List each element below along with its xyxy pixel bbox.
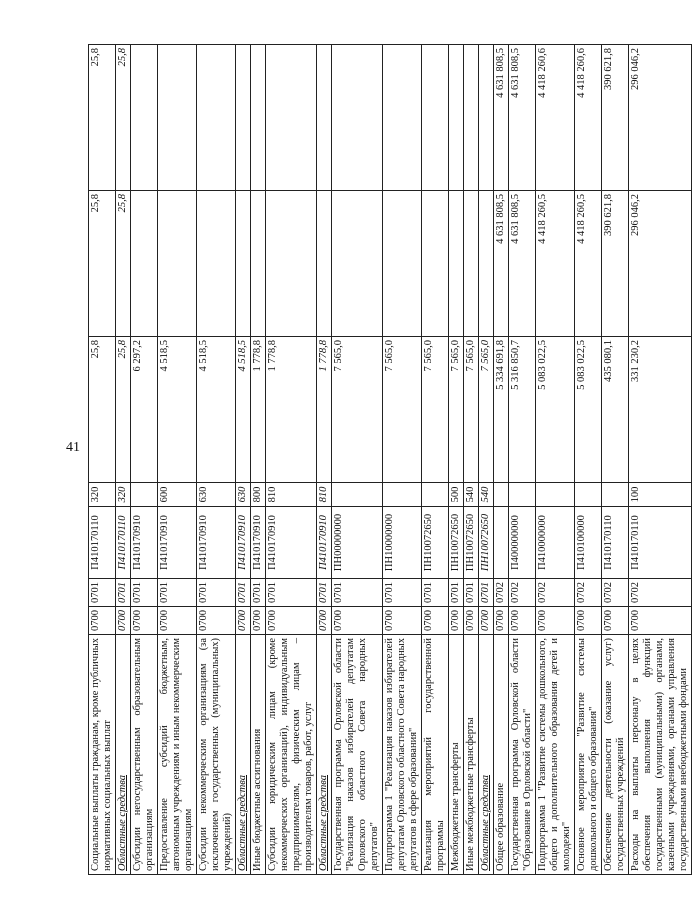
subsection-code-cell: 0701 — [89, 579, 116, 607]
subsection-code-cell: 0701 — [317, 579, 332, 607]
amount-year3-cell — [197, 45, 236, 191]
amount-year1-cell: 7 565,0 — [383, 337, 422, 483]
budget-table — [88, 44, 692, 875]
amount-year1-cell: 4 518,5 — [158, 337, 197, 483]
row-name-cell: Межбюджетные трансферты — [449, 635, 464, 875]
amount-year3-cell: 25,8 — [116, 45, 131, 191]
target-article-cell: П410170110 — [602, 507, 629, 579]
amount-year1-cell: 7 565,0 — [479, 337, 494, 483]
section-code-cell: 0700 — [236, 607, 251, 635]
expense-type-cell: 540 — [464, 483, 479, 507]
amount-year3-cell — [317, 45, 332, 191]
subsection-code-cell: 0701 — [116, 579, 131, 607]
expense-type-cell: 630 — [236, 483, 251, 507]
target-article-cell: ПН00000000 — [332, 507, 383, 579]
amount-year1-cell: 4 518,5 — [197, 337, 236, 483]
page-number: 41 — [66, 440, 80, 455]
amount-year2-cell — [317, 191, 332, 337]
amount-year3-cell — [251, 45, 266, 191]
amount-year1-cell: 5 083 022,5 — [536, 337, 575, 483]
row-name-cell: Общее образование — [494, 635, 509, 875]
expense-type-cell — [422, 483, 449, 507]
table-row — [131, 45, 158, 875]
subsection-code-cell: 0701 — [422, 579, 449, 607]
row-name-cell: Подпрограмма 1 "Развитие системы дошкольного, общего и дополнительного образования детей и молодежи" — [536, 635, 575, 875]
subsection-code-cell: 0701 — [332, 579, 383, 607]
amount-year3-cell: 296 046,2 — [629, 45, 692, 191]
amount-year1-cell: 1 778,8 — [251, 337, 266, 483]
section-code-cell: 0700 — [266, 607, 317, 635]
amount-year2-cell — [449, 191, 464, 337]
amount-year2-cell — [422, 191, 449, 337]
section-code-cell: 0700 — [158, 607, 197, 635]
amount-year2-cell: 25,8 — [89, 191, 116, 337]
table-row — [509, 45, 536, 875]
amount-year2-cell: 4 631 808,5 — [509, 191, 536, 337]
table-row — [317, 45, 332, 875]
target-article-cell: П410170110 — [116, 507, 131, 579]
row-name-cell: Иные межбюджетные трансферты — [464, 635, 479, 875]
expense-type-cell: 500 — [449, 483, 464, 507]
section-code-cell: 0700 — [116, 607, 131, 635]
table-row — [236, 45, 251, 875]
amount-year1-cell: 7 565,0 — [422, 337, 449, 483]
amount-year3-cell: 25,8 — [89, 45, 116, 191]
target-article-cell: П410170910 — [317, 507, 332, 579]
amount-year2-cell: 4 631 808,5 — [494, 191, 509, 337]
row-name-cell: Государственная программа Орловской области "Образование в Орловской области" — [509, 635, 536, 875]
target-article-cell: П410170910 — [251, 507, 266, 579]
table-row — [251, 45, 266, 875]
subsection-code-cell: 0702 — [509, 579, 536, 607]
subsection-code-cell: 0701 — [158, 579, 197, 607]
amount-year1-cell: 7 565,0 — [449, 337, 464, 483]
amount-year1-cell: 1 778,8 — [266, 337, 317, 483]
amount-year1-cell: 4 518,5 — [236, 337, 251, 483]
subsection-code-cell: 0702 — [602, 579, 629, 607]
expense-type-cell — [536, 483, 575, 507]
amount-year1-cell: 7 565,0 — [332, 337, 383, 483]
subsection-code-cell: 0701 — [383, 579, 422, 607]
amount-year3-cell — [332, 45, 383, 191]
expense-type-cell — [575, 483, 602, 507]
expense-type-cell: 600 — [158, 483, 197, 507]
table-row — [449, 45, 464, 875]
amount-year2-cell: 4 418 260,5 — [575, 191, 602, 337]
amount-year2-cell — [131, 191, 158, 337]
table-row — [332, 45, 383, 875]
table-row — [422, 45, 449, 875]
section-code-cell: 0700 — [449, 607, 464, 635]
row-name-cell: Предоставление субсидий бюджетным, автономным учреждениям и иным некоммерческим организациям — [158, 635, 197, 875]
target-article-cell — [494, 507, 509, 579]
row-name-cell: Основное мероприятие "Развитие системы дошкольного и общего образования" — [575, 635, 602, 875]
expense-type-cell — [509, 483, 536, 507]
table-row — [494, 45, 509, 875]
subsection-code-cell: 0702 — [629, 579, 692, 607]
table-row — [89, 45, 116, 875]
table-row — [575, 45, 602, 875]
row-name-cell: Субсидии негосударственным образовательным организациям — [131, 635, 158, 875]
amount-year3-cell: 390 621,8 — [602, 45, 629, 191]
amount-year2-cell — [158, 191, 197, 337]
target-article-cell: ПН10072650 — [479, 507, 494, 579]
section-code-cell: 0700 — [575, 607, 602, 635]
section-code-cell: 0700 — [332, 607, 383, 635]
expense-type-cell: 320 — [116, 483, 131, 507]
expense-type-cell: 630 — [197, 483, 236, 507]
table-row — [266, 45, 317, 875]
row-name-cell: Субсидии юридическим лицам (кроме некоммерческих организаций), индивидуальным предпринимателям, физическим лицам – производителям товаров, работ, услуг — [266, 635, 317, 875]
amount-year2-cell: 25,8 — [116, 191, 131, 337]
target-article-cell: ПН10072650 — [449, 507, 464, 579]
subsection-code-cell: 0702 — [494, 579, 509, 607]
target-article-cell: П410000000 — [536, 507, 575, 579]
row-name-cell: Обеспечение деятельности (оказание услуг) государственных учреждений — [602, 635, 629, 875]
table-row — [536, 45, 575, 875]
table-row — [383, 45, 422, 875]
target-article-cell: ПН10072650 — [422, 507, 449, 579]
expense-type-cell — [332, 483, 383, 507]
row-name-cell: Областные средства — [317, 635, 332, 875]
amount-year2-cell — [266, 191, 317, 337]
row-name-cell: Расходы на выплаты персоналу в целях обеспечения выполнения функций государственными (муниципальными) органами, казенными учреждениями, органами управления государственными внебюджетными фондами — [629, 635, 692, 875]
amount-year2-cell — [332, 191, 383, 337]
target-article-cell: П410170910 — [197, 507, 236, 579]
section-code-cell: 0700 — [509, 607, 536, 635]
expense-type-cell: 810 — [266, 483, 317, 507]
amount-year3-cell: 4 631 808,5 — [494, 45, 509, 191]
row-name-cell: Социальные выплаты гражданам, кроме публичных нормативных социальных выплат — [89, 635, 116, 875]
amount-year2-cell — [251, 191, 266, 337]
target-article-cell: П400000000 — [509, 507, 536, 579]
amount-year2-cell — [464, 191, 479, 337]
expense-type-cell: 810 — [317, 483, 332, 507]
row-name-cell: Субсидии некоммерческим организациям (за исключением государственных (муниципальных) учреждений) — [197, 635, 236, 875]
amount-year3-cell — [266, 45, 317, 191]
section-code-cell: 0700 — [317, 607, 332, 635]
amount-year2-cell: 4 418 260,5 — [536, 191, 575, 337]
subsection-code-cell: 0701 — [479, 579, 494, 607]
section-code-cell: 0700 — [422, 607, 449, 635]
target-article-cell: ПН10000000 — [383, 507, 422, 579]
expense-type-cell: 100 — [629, 483, 692, 507]
target-article-cell: П410170910 — [158, 507, 197, 579]
section-code-cell: 0700 — [536, 607, 575, 635]
subsection-code-cell: 0701 — [251, 579, 266, 607]
amount-year1-cell: 6 297,2 — [131, 337, 158, 483]
expense-type-cell — [494, 483, 509, 507]
row-name-cell: Подпрограмма 1 "Реализация наказов избирателей депутатам Орловского областного Совета народных депутатов в сфере образования" — [383, 635, 422, 875]
amount-year3-cell — [464, 45, 479, 191]
row-name-cell: Областные средства — [116, 635, 131, 875]
table-row — [602, 45, 629, 875]
section-code-cell: 0700 — [602, 607, 629, 635]
amount-year3-cell: 4 631 808,5 — [509, 45, 536, 191]
target-article-cell: П410170910 — [236, 507, 251, 579]
subsection-code-cell: 0702 — [575, 579, 602, 607]
subsection-code-cell: 0701 — [266, 579, 317, 607]
amount-year1-cell: 25,8 — [116, 337, 131, 483]
expense-type-cell: 800 — [251, 483, 266, 507]
amount-year3-cell: 4 418 260,6 — [536, 45, 575, 191]
amount-year1-cell: 25,8 — [89, 337, 116, 483]
amount-year3-cell — [422, 45, 449, 191]
amount-year3-cell — [236, 45, 251, 191]
table-row — [629, 45, 692, 875]
amount-year1-cell: 435 080,1 — [602, 337, 629, 483]
amount-year3-cell — [158, 45, 197, 191]
section-code-cell: 0700 — [197, 607, 236, 635]
table-row — [479, 45, 494, 875]
table-row — [197, 45, 236, 875]
amount-year2-cell — [479, 191, 494, 337]
section-code-cell: 0700 — [494, 607, 509, 635]
section-code-cell: 0700 — [383, 607, 422, 635]
row-name-cell: Иные бюджетные ассигнования — [251, 635, 266, 875]
rotated-content — [88, 45, 692, 875]
amount-year1-cell: 1 778,8 — [317, 337, 332, 483]
amount-year1-cell: 7 565,0 — [464, 337, 479, 483]
row-name-cell: Областные средства — [479, 635, 494, 875]
amount-year3-cell — [383, 45, 422, 191]
section-code-cell: 0700 — [131, 607, 158, 635]
row-name-cell: Областные средства — [236, 635, 251, 875]
amount-year3-cell — [479, 45, 494, 191]
amount-year2-cell — [197, 191, 236, 337]
subsection-code-cell: 0701 — [464, 579, 479, 607]
table-row — [158, 45, 197, 875]
amount-year3-cell: 4 418 260,6 — [575, 45, 602, 191]
amount-year2-cell: 296 046,2 — [629, 191, 692, 337]
expense-type-cell — [602, 483, 629, 507]
amount-year2-cell — [383, 191, 422, 337]
amount-year3-cell — [449, 45, 464, 191]
section-code-cell: 0700 — [464, 607, 479, 635]
expense-type-cell: 320 — [89, 483, 116, 507]
amount-year3-cell — [131, 45, 158, 191]
expense-type-cell — [131, 483, 158, 507]
target-article-cell: П410170110 — [629, 507, 692, 579]
target-article-cell: П410170910 — [131, 507, 158, 579]
amount-year1-cell: 5 083 022,5 — [575, 337, 602, 483]
target-article-cell: П410170910 — [266, 507, 317, 579]
target-article-cell: ПН10072650 — [464, 507, 479, 579]
subsection-code-cell: 0701 — [131, 579, 158, 607]
amount-year1-cell: 331 230,2 — [629, 337, 692, 483]
section-code-cell: 0700 — [89, 607, 116, 635]
row-name-cell: Реализация мероприятий государственной программы — [422, 635, 449, 875]
amount-year2-cell: 390 621,8 — [602, 191, 629, 337]
target-article-cell: П410100000 — [575, 507, 602, 579]
row-name-cell: Государственная программа Орловской области "Реализация наказов избирателей депутатам Орловского областного Совета народных депутатов" — [332, 635, 383, 875]
target-article-cell: П410170110 — [89, 507, 116, 579]
amount-year2-cell — [236, 191, 251, 337]
amount-year1-cell: 5 334 691,8 — [494, 337, 509, 483]
table-row — [464, 45, 479, 875]
subsection-code-cell: 0702 — [536, 579, 575, 607]
amount-year1-cell: 5 316 850,7 — [509, 337, 536, 483]
section-code-cell: 0700 — [251, 607, 266, 635]
subsection-code-cell: 0701 — [197, 579, 236, 607]
section-code-cell: 0700 — [629, 607, 692, 635]
expense-type-cell — [383, 483, 422, 507]
table-row — [116, 45, 131, 875]
subsection-code-cell: 0701 — [236, 579, 251, 607]
section-code-cell: 0700 — [479, 607, 494, 635]
expense-type-cell: 540 — [479, 483, 494, 507]
subsection-code-cell: 0701 — [449, 579, 464, 607]
